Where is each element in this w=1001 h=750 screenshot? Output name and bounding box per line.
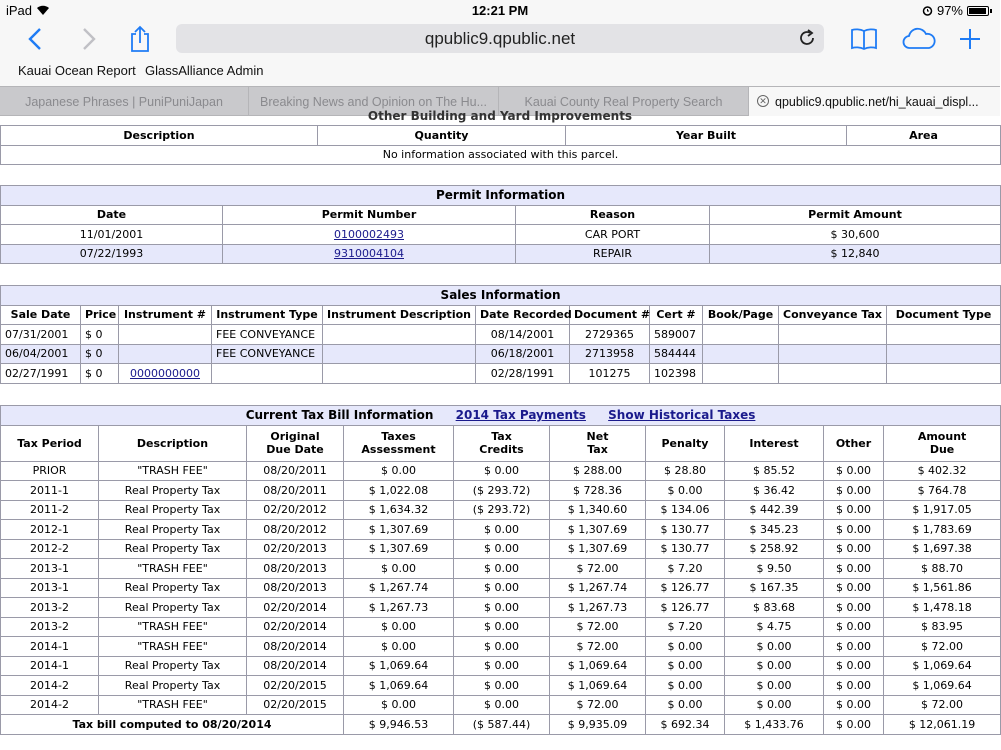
buildings-title: Other Building and Yard Improvements (367, 109, 633, 123)
col-header: Cert # (650, 305, 703, 325)
url-text[interactable]: qpublic9.qpublic.net (424, 29, 576, 48)
table-row: 2012-1 Real Property Tax 08/20/2012 $ 1,307.69 $ 0.00 $ 1,307.69 $ 130.77 $ 345.23 $ 0.00 $ 1,783.69 (1, 520, 1001, 540)
device-name: iPad (6, 3, 33, 18)
table-row: 2011-2 Real Property Tax 02/20/2012 $ 1,634.32 ($ 293.72) $ 1,340.60 $ 134.06 $ 442.39 $ 0.00 $ 1,917.05 (1, 500, 1001, 520)
col-header: Description (99, 425, 247, 461)
col-header: Instrument Description (323, 305, 476, 325)
table-row: 2013-1 Real Property Tax 08/20/2013 $ 1,267.74 $ 0.00 $ 1,267.74 $ 126.77 $ 167.35 $ 0.00 $ 1,561.86 (1, 578, 1001, 598)
bookmark-glassalliance-admin[interactable]: GlassAlliance Admin (145, 63, 264, 78)
bookmarks-icon[interactable] (848, 22, 880, 56)
table-row: 2011-1 Real Property Tax 08/20/2011 $ 1,022.08 ($ 293.72) $ 728.36 $ 0.00 $ 36.42 $ 0.00 $ 764.78 (1, 481, 1001, 501)
page-content (0, 109, 1000, 750)
tab-kauai-property-search[interactable]: Kauai County Real Property Search (499, 87, 749, 116)
table-row: 11/01/2001 0100002493 CAR PORT $ 30,600 (1, 225, 1001, 245)
permit-number-link[interactable]: 0100002493 (334, 227, 404, 241)
buildings-table (0, 125, 1001, 165)
forward-icon[interactable] (76, 22, 102, 56)
col-header: Original Due Date (247, 425, 344, 461)
col-header: Document # (570, 305, 650, 325)
cloud-tabs-icon[interactable] (900, 22, 938, 56)
tax-title: Current Tax Bill Information (245, 408, 434, 423)
table-row: 2014-2 Real Property Tax 02/20/2015 $ 1,069.64 $ 0.00 $ 1,069.64 $ 0.00 $ 0.00 $ 0.00 $ 1,069.64 (1, 676, 1001, 696)
permit-title: Permit Information (1, 186, 1001, 206)
status-bar (0, 0, 1000, 20)
tax-total-row: Tax bill computed to 08/20/2014 $ 9,946.53 ($ 587.44) $ 9,935.09 $ 692.34 $ 1,433.76 $ 0.00 $ 12,061.19 (1, 715, 1001, 735)
col-header: Interest (725, 425, 824, 461)
table-row: 2014-2 "TRASH FEE" 02/20/2015 $ 0.00 $ 0.00 $ 72.00 $ 0.00 $ 0.00 $ 0.00 $ 72.00 (1, 695, 1001, 715)
permit-number-link[interactable]: 9310004104 (334, 247, 404, 261)
col-header: Permit Amount (710, 205, 1001, 225)
bookmark-kauai-ocean-report[interactable]: Kauai Ocean Report (18, 63, 136, 78)
col-header: Other (824, 425, 884, 461)
tax-payments-link[interactable]: 2014 Tax Payments (455, 408, 586, 423)
bookmarks-bar (0, 58, 1000, 86)
col-header: Instrument # (119, 305, 212, 325)
tax-title-row (1, 406, 1001, 426)
table-row: 2013-1 "TRASH FEE" 08/20/2013 $ 0.00 $ 0.00 $ 72.00 $ 7.20 $ 9.50 $ 0.00 $ 88.70 (1, 559, 1001, 579)
table-row: 2014-1 "TRASH FEE" 08/20/2014 $ 0.00 $ 0.00 $ 72.00 $ 0.00 $ 0.00 $ 0.00 $ 72.00 (1, 637, 1001, 657)
col-header: Sale Date (1, 305, 81, 325)
tab-qpublic-active[interactable]: ✕ qpublic9.qpublic.net/hi_kauai_displ... (749, 87, 1000, 116)
col-header: Tax Credits (454, 425, 550, 461)
table-row: PRIOR "TRASH FEE" 08/20/2011 $ 0.00 $ 0.00 $ 288.00 $ 28.80 $ 85.52 $ 0.00 $ 402.32 (1, 461, 1001, 481)
col-header: Tax Period (1, 425, 99, 461)
new-tab-icon[interactable] (956, 22, 984, 56)
col-header: Conveyance Tax (779, 305, 887, 325)
col-header: Net Tax (550, 425, 646, 461)
permit-table (0, 185, 1001, 264)
table-row: 2012-2 Real Property Tax 02/20/2013 $ 1,307.69 $ 0.00 $ 1,307.69 $ 130.77 $ 258.92 $ 0.00 $ 1,697.38 (1, 539, 1001, 559)
alarm-icon (922, 5, 933, 16)
tab-huffington[interactable]: Breaking News and Opinion on The Hu... (249, 87, 499, 116)
instrument-number-link[interactable]: 0000000000 (130, 366, 200, 380)
table-row: 2013-2 Real Property Tax 02/20/2014 $ 1,267.73 $ 0.00 $ 1,267.73 $ 126.77 $ 83.68 $ 0.00 $ 1,478.18 (1, 598, 1001, 618)
table-row: 06/04/2001 $ 0 FEE CONVEYANCE 06/18/2001 2713958 584444 (1, 344, 1001, 364)
col-header: Document Type (887, 305, 1001, 325)
sales-title: Sales Information (1, 286, 1001, 306)
browser-toolbar (0, 20, 1000, 58)
col-header: Book/Page (703, 305, 779, 325)
table-row: 2014-1 Real Property Tax 08/20/2014 $ 1,069.64 $ 0.00 $ 1,069.64 $ 0.00 $ 0.00 $ 0.00 $ 1,069.64 (1, 656, 1001, 676)
col-header: Price (81, 305, 119, 325)
col-header: Penalty (646, 425, 725, 461)
reload-icon[interactable] (796, 27, 818, 49)
clock: 12:21 PM (471, 3, 529, 18)
col-header: Quantity (318, 126, 566, 146)
battery-percent: 97% (936, 3, 963, 18)
col-header: Reason (516, 205, 710, 225)
col-header: Date Recorded (476, 305, 570, 325)
sales-table (0, 285, 1001, 384)
col-header: Taxes Assessment (344, 425, 454, 461)
tax-table (0, 405, 1001, 735)
col-header: Amount Due (884, 425, 1001, 461)
battery-icon (967, 6, 989, 16)
back-icon[interactable] (22, 22, 48, 56)
no-info-message: No information associated with this parcel. (1, 145, 1001, 165)
table-row: 07/31/2001 $ 0 FEE CONVEYANCE 08/14/2001 2729365 589007 (1, 325, 1001, 345)
col-header: Year Built (566, 126, 847, 146)
share-icon[interactable] (126, 22, 154, 56)
col-header: Area (847, 126, 1001, 146)
col-header: Date (1, 205, 223, 225)
col-header: Description (1, 126, 318, 146)
tab-punipunijapan[interactable]: Japanese Phrases | PuniPuniJapan (0, 87, 249, 116)
col-header: Instrument Type (212, 305, 323, 325)
table-row: 07/22/1993 9310004104 REPAIR $ 12,840 (1, 244, 1001, 264)
total-label: Tax bill computed to 08/20/2014 (1, 715, 344, 735)
table-row: 2013-2 "TRASH FEE" 02/20/2014 $ 0.00 $ 0.00 $ 72.00 $ 7.20 $ 4.75 $ 0.00 $ 83.95 (1, 617, 1001, 637)
address-bar[interactable] (176, 24, 824, 53)
col-header: Permit Number (223, 205, 516, 225)
close-tab-icon[interactable]: ✕ (757, 95, 769, 107)
historical-taxes-link[interactable]: Show Historical Taxes (608, 408, 756, 423)
table-row: 02/27/1991 $ 0 0000000000 02/28/1991 101275 102398 (1, 364, 1001, 384)
